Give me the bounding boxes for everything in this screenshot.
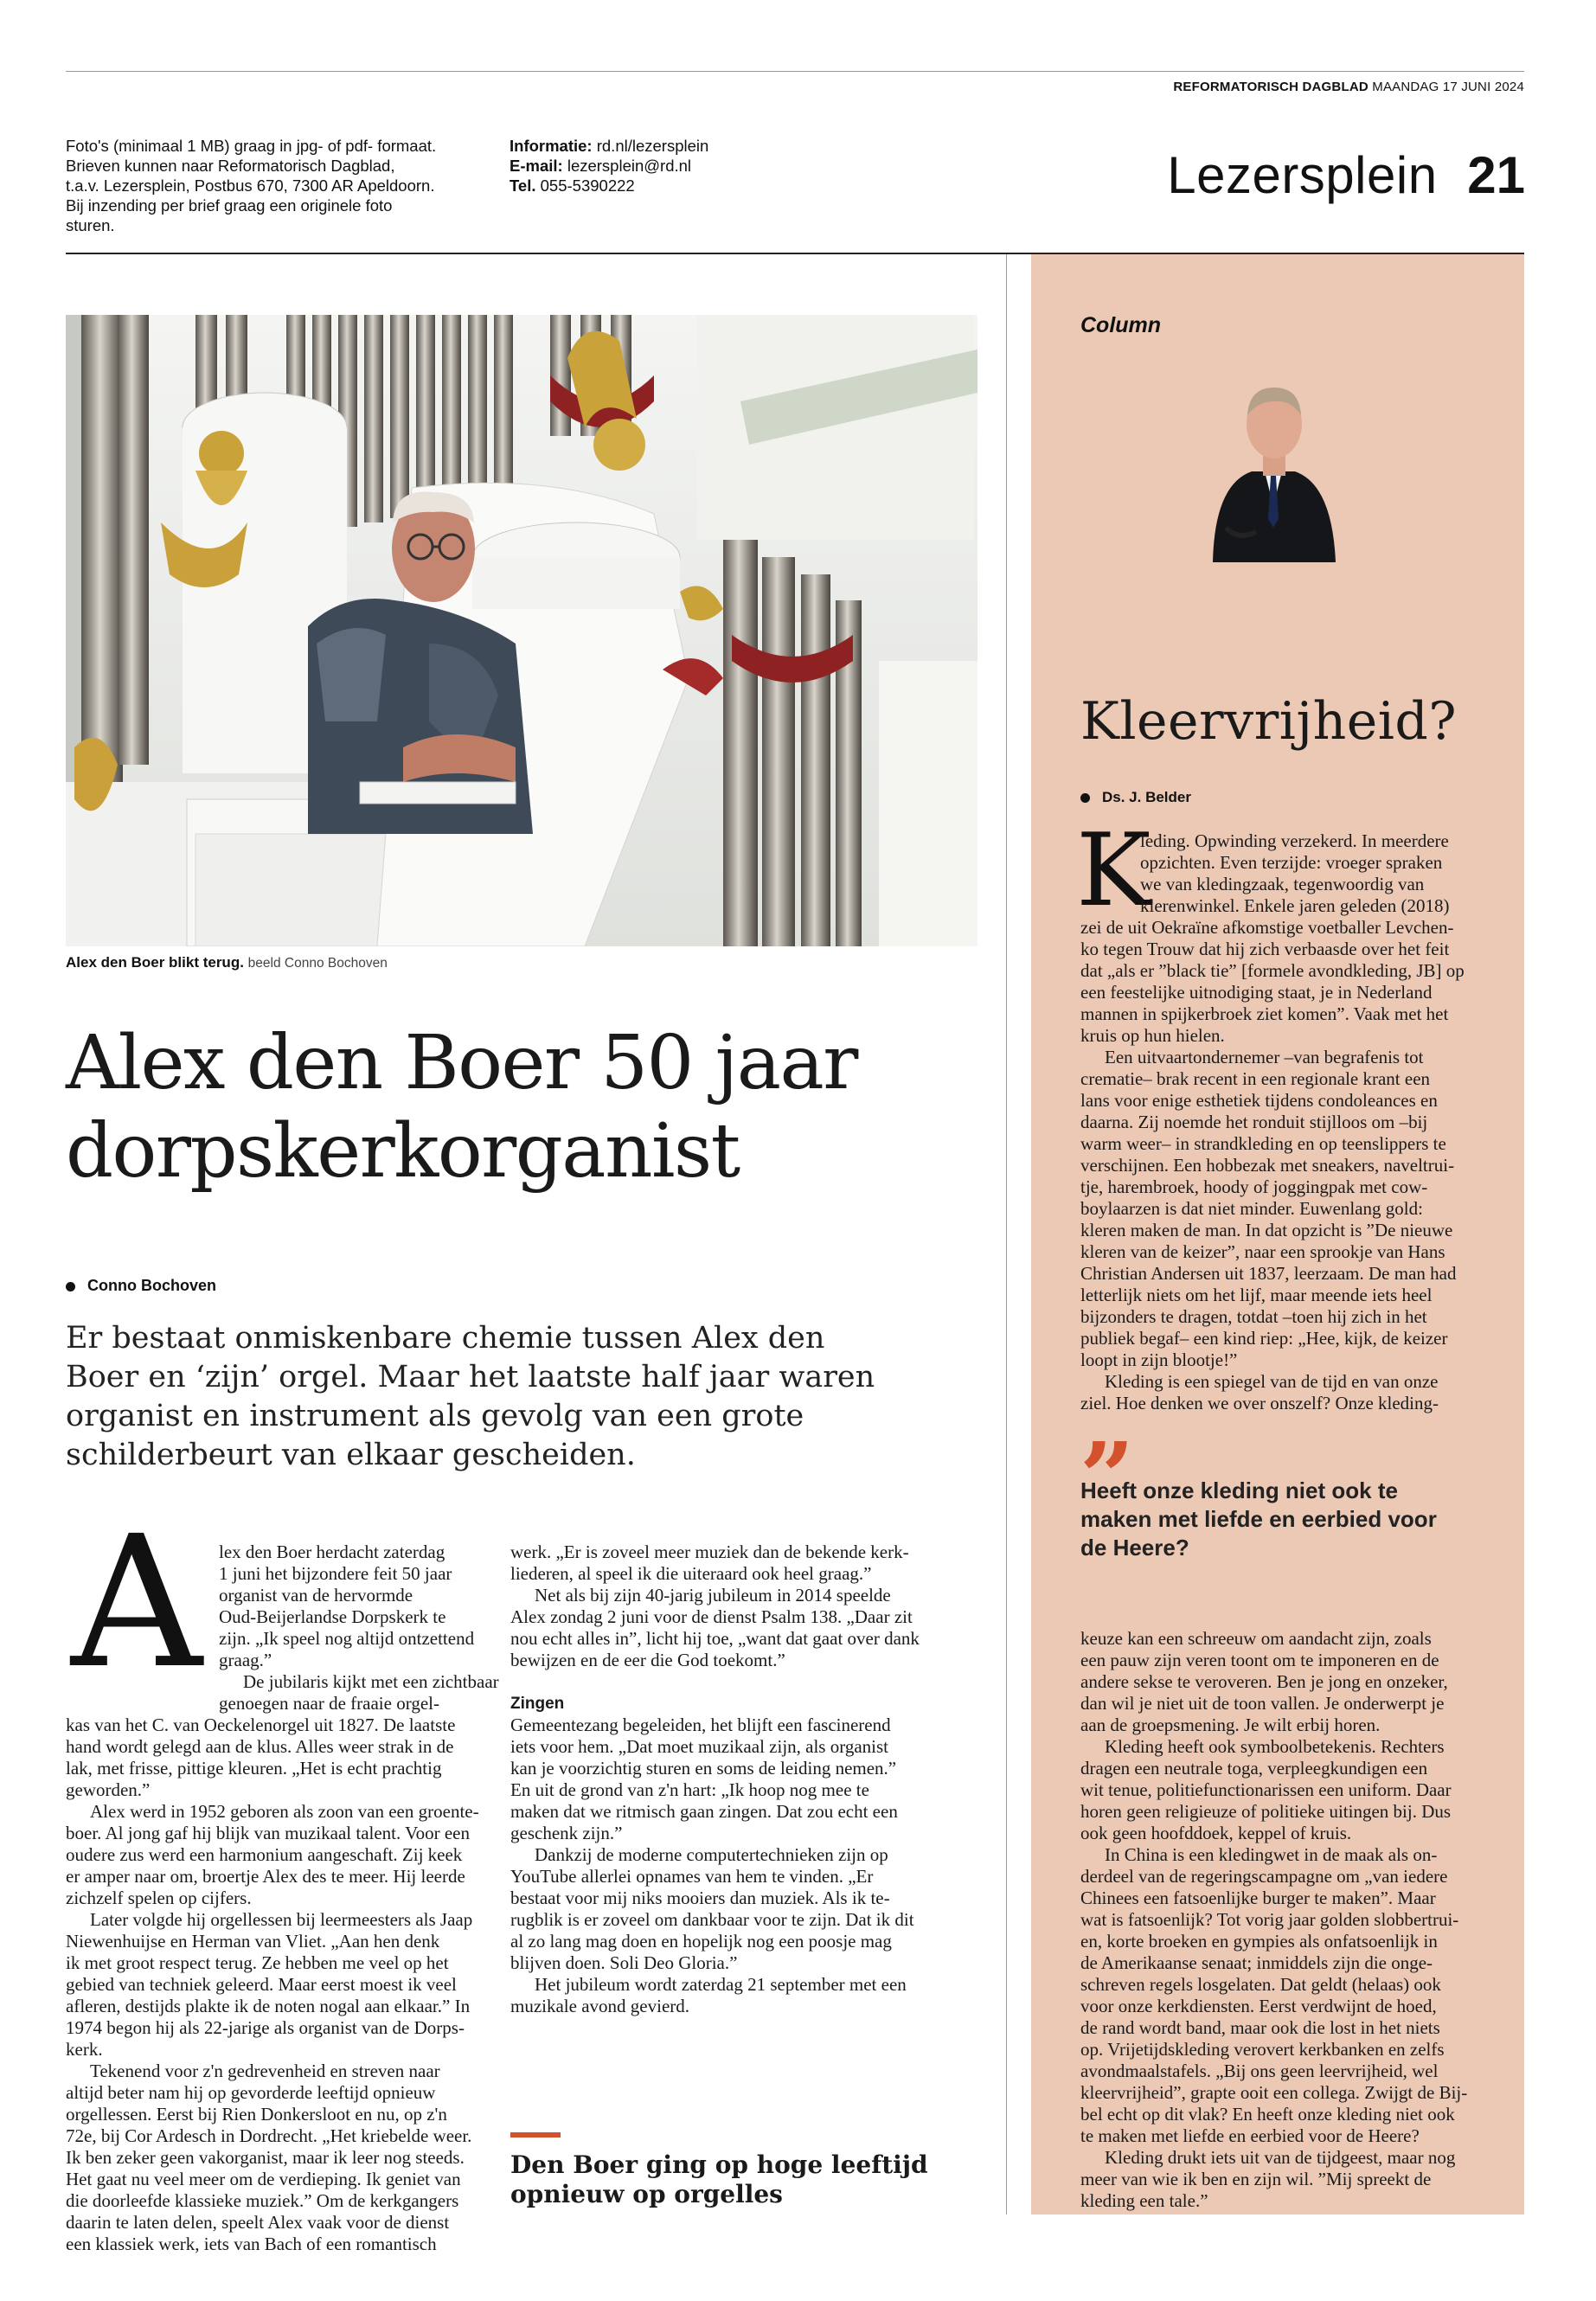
text-line: En uit de grond van z'n hart: „Ik hoop nog mee te <box>510 1779 869 1800</box>
text-line: daarna. Zij noemde het ronduit stijlloos om –bij <box>1080 1112 1428 1132</box>
organ-illustration <box>66 315 977 946</box>
text-line: iets voor hem. „Dat moet muzikaal zijn, als organist <box>510 1736 889 1757</box>
text-line: kleren maken de man. In dat opzicht is ”De nieuwe <box>1080 1220 1453 1240</box>
column-divider <box>1006 254 1007 2214</box>
column-body-part1 <box>1080 917 1496 1414</box>
text-line: opzichten. Even terzijde: vroeger spraken <box>1140 852 1443 873</box>
text-line: hand wordt gelegd aan de klus. Alles weer strak in de <box>66 1736 454 1757</box>
text-line: crematie– brak recent in een regionale krant een <box>1080 1068 1431 1089</box>
text-line: liederen, al speel ik die uiteraard ook heel graag.” <box>510 1563 872 1584</box>
article-byline <box>66 1277 216 1295</box>
text-line: wat is fatsoenlijk? Tot vorig jaar golden slobbertrui- <box>1080 1909 1459 1930</box>
text-line: kerk. <box>66 2039 103 2060</box>
photo-caption <box>66 954 388 971</box>
organist-photo <box>66 315 977 946</box>
text-line: YouTube allerlei opnames van hem te vinden. „Er <box>510 1866 874 1887</box>
text-line: verschijnen. Een hobbezak met sneakers, naveltrui- <box>1080 1155 1455 1176</box>
text-line: Kleding drukt iets uit van de tijdgeest, maar nog <box>1105 2147 1456 2168</box>
text-line: In China is een kledingwet in de maak als on- <box>1105 1844 1438 1865</box>
headline-line: Alex den Boer 50 jaar <box>66 1020 857 1106</box>
section-heading <box>1167 145 1525 206</box>
text-line: orgellessen. Eerst bij Rien Donkersloot en nu, op z'n <box>66 2104 447 2125</box>
article-col1-body <box>66 1715 498 2255</box>
text-line: Het gaat nu veel meer om de verdieping. Ik geniet van <box>66 2169 461 2189</box>
text-line: publiek begaf– een kind riep: „Hee, kijk, de keizer <box>1080 1328 1448 1349</box>
byline-bullet-icon <box>66 1282 75 1292</box>
text-line: kleren van de keizer”, naar een sprookje van Hans <box>1080 1241 1445 1262</box>
text-line: altijd beter nam hij op gevorderde leeftijd opnieuw <box>66 2082 436 2103</box>
text-line: ik met groot respect terug. Ze hebben me veel op het <box>66 1952 449 1973</box>
author-portrait <box>1204 355 1343 562</box>
text-line: blijven doen. Soli Deo Gloria.” <box>510 1952 738 1973</box>
text-line: wit tenue, politiefunctionarissen een uniform. Daar <box>1080 1779 1452 1800</box>
column-dropcap: K <box>1076 812 1151 929</box>
text-line: schreven regels losgelaten. Dat geldt (helaas) ook <box>1080 1974 1441 1995</box>
masthead: REFORMATORISCH DAGBLAD <box>1173 80 1368 94</box>
column-quote <box>1080 1477 1437 1562</box>
text-line: ko tegen Trouw dat hij zich verbaasde over het feit <box>1080 939 1450 959</box>
text-line: muzikale avond gevierd. <box>510 1996 690 2016</box>
text-line: al zo lang mag doen en hopelijk nog een poosje mag <box>510 1931 892 1952</box>
byline-name: Ds. J. Belder <box>1102 789 1191 805</box>
text-line: Ik ben zeker geen vakorganist, maar ik leer nog steeds. <box>66 2147 465 2168</box>
column-headline: Kleervrijheid? <box>1080 691 1457 752</box>
text-line: zichzelf spelen op cijfers. <box>66 1888 252 1908</box>
text-line: Tekenend voor z'n gedrevenheid en streven naar <box>90 2061 440 2081</box>
column-intro <box>1140 830 1486 917</box>
lead-line: Boer en ‘zijn’ orgel. Maar het laatste half jaar waren <box>66 1360 875 1394</box>
caption-text: Alex den Boer blikt terug. <box>66 954 244 971</box>
text-line: Het jubileum wordt zaterdag 21 september met een <box>535 1974 907 1995</box>
quote-mark-icon: „ <box>1081 1367 1137 1478</box>
text-line: ook geen hoofddoek, keppel of kruis. <box>1080 1823 1352 1843</box>
byline-name: Conno Bochoven <box>87 1277 216 1294</box>
text-line: lak, met frisse, pittige kleuren. „Het is echt prachtig <box>66 1758 442 1779</box>
lead-line: Er bestaat onmiskenbare chemie tussen Alex den <box>66 1321 825 1356</box>
text-line: Alex werd in 1952 geboren als zoon van een groente- <box>90 1801 479 1822</box>
text-line: rugblik is er zoveel om dankbaar voor te zijn. Dat ik dit <box>510 1909 914 1930</box>
text-line: 72e, bij Cor Ardesch in Dordrecht. „Het kriebelde weer. <box>66 2125 472 2146</box>
info-line: Foto's (minimaal 1 MB) graag in jpg- of pdf- formaat. <box>66 137 437 155</box>
quote-line: de Heere? <box>1080 1535 1189 1561</box>
text-line: die doorleefde klassieke muziek.” Om de kerkgangers <box>66 2190 459 2211</box>
text-line: leding. Opwinding verzekerd. In meerdere <box>1140 830 1449 851</box>
text-line: derdeel van de regeringscampagne om „van iedere <box>1080 1866 1448 1887</box>
issue-date: MAANDAG 17 JUNI 2024 <box>1372 80 1524 94</box>
email-label: E-mail: <box>510 157 563 175</box>
info-label: Informatie: <box>510 137 593 155</box>
text-line: horen geen religieuze of politieke uitingen bij. Dus <box>1080 1801 1452 1822</box>
text-line: Een uitvaartondernemer –van begrafenis tot <box>1105 1047 1424 1067</box>
text-line: en, korte broeken en gympies als onfatsoenlijk in <box>1080 1931 1438 1952</box>
email-link[interactable]: lezersplein@rd.nl <box>567 157 692 175</box>
text-line: dragen een neutrale toga, verpleegkundigen een <box>1080 1758 1428 1779</box>
text-line: daarin te laten delen, speelt Alex vaak voor de dienst <box>66 2212 450 2233</box>
masthead-line <box>1173 80 1524 94</box>
contact-info <box>510 136 708 195</box>
text-line: loopt in zijn blootje!” <box>1080 1349 1238 1370</box>
text-line: lans voor enige esthetiek tijdens condoleances en <box>1080 1090 1438 1111</box>
text-line: geworden.” <box>66 1779 151 1800</box>
text-line: Kleding heeft ook symboolbetekenis. Rechters <box>1105 1736 1445 1757</box>
text-line: een pauw zijn veren toont om te imponeren en de <box>1080 1650 1439 1670</box>
text-line: te maken met liefde en eerbied voor de Heere? <box>1080 2125 1420 2146</box>
text-line: warm weer– in strandkleding en op teenslippers te <box>1080 1133 1446 1154</box>
text-line: boer. Al jong gaf hij blijk van muzikaal talent. Voor een <box>66 1823 470 1843</box>
text-line: 1 juni het bijzondere feit 50 jaar <box>219 1563 452 1584</box>
quote-line: Heeft onze kleding niet ook te <box>1080 1477 1398 1503</box>
text-line: kleding een tale.” <box>1080 2190 1208 2211</box>
text-line: Alex zondag 2 juni voor de dienst Psalm 138. „Daar zit <box>510 1606 913 1627</box>
lead-line: organist en instrument als gevolg van een grote <box>66 1399 804 1433</box>
subhead: Zingen <box>510 1695 565 1713</box>
text-line: bestaat voor mij niks mooiers dan muziek. Als ik te- <box>510 1888 890 1908</box>
lead-line: schilderbeurt van elkaar gescheiden. <box>66 1438 636 1472</box>
text-line: de rand wordt band, maar ook die lost in het niets <box>1080 2017 1440 2038</box>
text-line: afleren, destijds plakte ik de noten nogal aan elkaar.” In <box>66 1996 471 2016</box>
text-line: maken dat we ritmisch gaan zingen. Dat zou echt een <box>510 1801 898 1822</box>
text-line: een feestelijke uitnodiging staat, je in Nederland <box>1080 982 1433 1003</box>
text-line: ziel. Hoe denken we over onszelf? Onze kleding- <box>1080 1393 1439 1413</box>
column-body-part2 <box>1080 1628 1496 2212</box>
pullquote-line: opnieuw op orgelles <box>510 2180 783 2208</box>
text-line: op. Vrijetijdskleding verovert kerkbanken en zelfs <box>1080 2039 1445 2060</box>
tel-number: 055-5390222 <box>540 176 635 195</box>
text-line: lex den Boer herdacht zaterdag <box>219 1541 445 1562</box>
submission-info <box>66 136 436 235</box>
text-line: 1974 begon hij als 22-jarige als organist van de Dorps- <box>66 2017 465 2038</box>
text-line: keuze kan een schreeuw om aandacht zijn, zoals <box>1080 1628 1432 1649</box>
section-title: Lezersplein <box>1167 146 1438 204</box>
article-col2-body <box>510 1541 943 2017</box>
text-line: genoegen naar de fraaie orgel- <box>219 1693 439 1714</box>
article-lead <box>66 1319 875 1475</box>
text-line: bijzonders te dragen, totdat –toen hij zich in het <box>1080 1306 1427 1327</box>
text-line: oudere zus werd een harmonium aangeschaft. Zij keek <box>66 1844 463 1865</box>
text-line: klerenwinkel. Enkele jaren geleden (2018) <box>1140 895 1450 916</box>
text-line: letterlijk niets om het lijf, maar meende iets heel <box>1080 1285 1433 1305</box>
column-label: Column <box>1080 313 1162 337</box>
text-line: we van kledingzaak, tegenwoordig van <box>1140 874 1425 894</box>
text-line: aan de groepsmening. Je wilt erbij horen. <box>1080 1715 1381 1735</box>
info-link[interactable]: rd.nl/lezersplein <box>596 137 709 155</box>
info-line: Brieven kunnen naar Reformatorisch Dagblad, <box>66 157 395 175</box>
text-line: Later volgde hij orgellessen bij leermeesters als Jaap <box>90 1909 473 1930</box>
article-col1-intro <box>219 1541 499 1715</box>
text-line: kleervrijheid”, grapte ooit een collega. Zwijgt de Bij- <box>1080 2082 1468 2103</box>
pullquote-line: Den Boer ging op hoge leeftijd <box>510 2150 928 2179</box>
author-photo <box>1204 355 1343 562</box>
text-line: graag.” <box>219 1650 272 1670</box>
text-line: gebied van techniek geleerd. Maar eerst moest ik veel <box>66 1974 457 1995</box>
article-pull-quote <box>510 2150 928 2209</box>
quote-line: maken met liefde en eerbied voor <box>1080 1506 1437 1532</box>
caption-credit: beeld Conno Bochoven <box>247 956 388 971</box>
info-line: t.a.v. Lezersplein, Postbus 670, 7300 AR Apeldoorn. <box>66 176 435 195</box>
text-line: tje, harembroek, hoody of joggingpak met cow- <box>1080 1176 1428 1197</box>
tel-label: Tel. <box>510 176 536 195</box>
page-number: 21 <box>1467 146 1525 204</box>
text-line: bel echt op dit vlak? En heeft onze kleding niet ook <box>1080 2104 1455 2125</box>
text-line: zijn. „Ik speel nog altijd ontzettend <box>219 1628 475 1649</box>
text-line: kas van het C. van Oeckelenorgel uit 1827. De laatste <box>66 1715 456 1735</box>
text-line: Kleding is een spiegel van de tijd en van onze <box>1105 1371 1439 1392</box>
text-line: voor onze kerkdiensten. Eerst verdwijnt de hoed, <box>1080 1996 1437 2016</box>
info-line: sturen. <box>66 216 115 234</box>
text-line: dat „als er ”black tie” [formele avondkleding, JB] op <box>1080 960 1465 981</box>
text-line: dan wil je niet uit de toon vallen. Je onderwerpt je <box>1080 1693 1445 1714</box>
text-line: bewijzen en de eer die God toekomt.” <box>510 1650 785 1670</box>
text-line: zei de uit Oekraïne afkomstige voetballer Levchen- <box>1080 917 1454 938</box>
text-line: De jubilaris kijkt met een zichtbaar <box>243 1671 499 1692</box>
top-rule <box>66 71 1524 72</box>
text-line: mannen in spijkerbroek ziet komen”. Vaak met het <box>1080 1003 1449 1024</box>
article-headline <box>66 1019 857 1195</box>
text-line: een klassiek werk, iets van Bach of een romantisch <box>66 2234 437 2254</box>
text-line: werk. „Er is zoveel meer muziek dan de bekende kerk- <box>510 1541 909 1562</box>
text-line: Niewenhuijse en Herman van Vliet. „Aan hen denk <box>66 1931 440 1952</box>
article-dropcap: A <box>71 1497 202 1708</box>
text-line: nou echt alles in”, licht hij toe, „want dat gaat over dank <box>510 1628 920 1649</box>
byline-bullet-icon <box>1080 793 1090 803</box>
headline-line: dorpskerkorganist <box>66 1108 740 1195</box>
text-line: Dankzij de moderne computertechnieken zijn op <box>535 1844 888 1865</box>
text-line: andere sekse te veroveren. Ben je jong en onzeker, <box>1080 1671 1448 1692</box>
text-line: boylaarzen is dat niet minder. Euwenlang gold: <box>1080 1198 1423 1219</box>
text-line: Net als bij zijn 40-jarig jubileum in 2014 speelde <box>535 1585 891 1606</box>
column-byline <box>1080 789 1191 806</box>
text-line: Oud-Beijerlandse Dorpskerk te <box>219 1606 446 1627</box>
text-line: meer van wie ik ben en zijn wil. ”Mij spreekt de <box>1080 2169 1432 2189</box>
text-line: organist van de hervormde <box>219 1585 413 1606</box>
text-line: Christian Andersen uit 1837, leerzaam. De man had <box>1080 1263 1457 1284</box>
text-line: er amper naar om, broertje Alex des te meer. Hij leerde <box>66 1866 465 1887</box>
text-line: kan je voorzichtig sturen en soms de leiding nemen.” <box>510 1758 897 1779</box>
text-line: Gemeentezang begeleiden, het blijft een fascinerend <box>510 1715 891 1735</box>
text-line: geschenk zijn.” <box>510 1823 623 1843</box>
text-line: Chinees een fatsoenlijke burger te maken”. Maar <box>1080 1888 1436 1908</box>
text-line: kruis op hun hielen. <box>1080 1025 1225 1046</box>
text-line: de Amerikaanse senaat; inmiddels zijn die onge- <box>1080 1952 1433 1973</box>
info-line: Bij inzending per brief graag een originele foto <box>66 196 393 215</box>
pullquote-accent-bar <box>510 2132 561 2138</box>
text-line: avondmaalstafels. „Bij ons geen leervrijheid, wel <box>1080 2061 1439 2081</box>
